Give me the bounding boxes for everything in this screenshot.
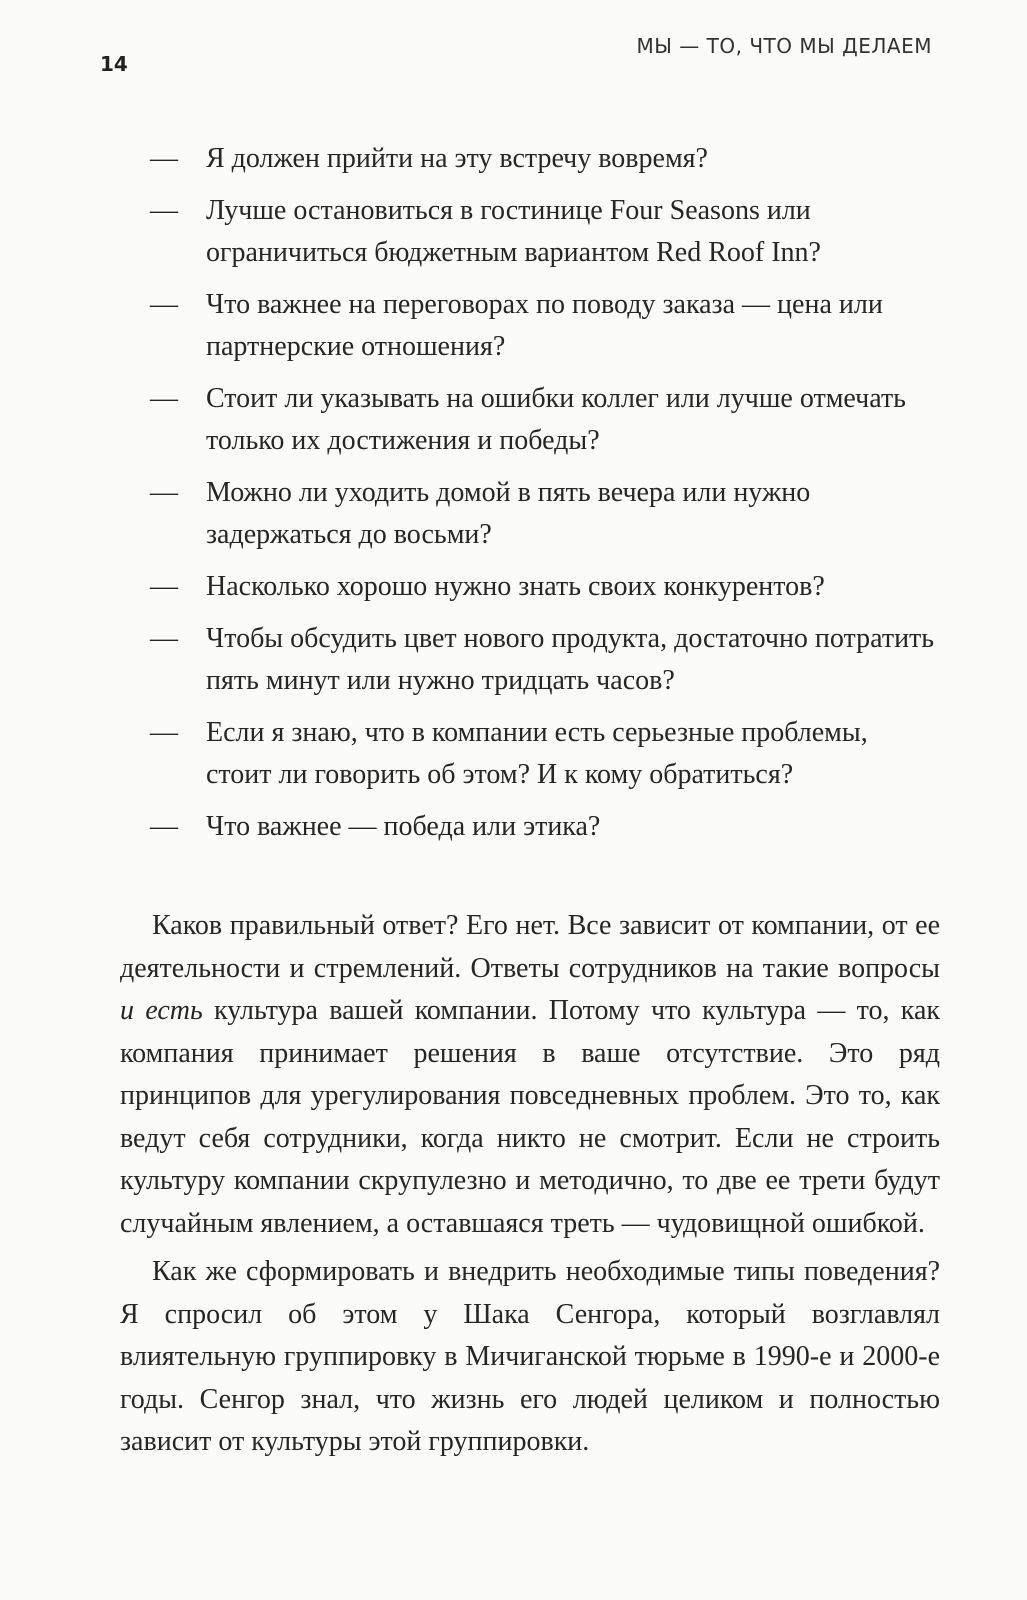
- question-item: [150, 190, 940, 274]
- dash: —: [150, 477, 178, 508]
- question-item: [150, 472, 940, 556]
- page-number: 14: [100, 52, 128, 76]
- paragraph: [120, 905, 940, 1245]
- dash: —: [150, 717, 178, 748]
- paragraph: Как же сформировать и внедрить необходимые типы поведения? Я спросил об этом у Шака Сенгора, который возглавлял влиятельную группировку в Мичиганской тюрьме в 1990-е и 2000-е годы. Сенгор знал, что жизнь его людей целиком и полностью зависит от культуры этой группировки.: [120, 1256, 940, 1457]
- question-text: Чтобы обсудить цвет нового продукта, достаточно потратить пять минут или нужно тридцать часов?: [206, 623, 935, 696]
- running-head: [100, 34, 932, 74]
- dash: —: [150, 195, 178, 226]
- dash: —: [150, 143, 178, 174]
- question-item: [150, 618, 940, 702]
- dash: —: [150, 571, 178, 602]
- question-item: [150, 566, 940, 608]
- question-text: Лучше остановиться в гостинице Four Seasons или ограничиться бюджетным вариантом Red Roof Inn?: [206, 195, 821, 268]
- dash: —: [150, 383, 178, 414]
- question-list: [150, 138, 940, 858]
- emphasis-text: и есть: [120, 995, 203, 1026]
- question-item: [150, 138, 940, 180]
- dash: —: [150, 623, 178, 654]
- question-item: [150, 806, 940, 848]
- question-text: Я должен прийти на эту встречу вовремя?: [206, 143, 708, 174]
- question-text: Что важнее на переговорах по поводу заказа — цена или партнерские отношения?: [206, 289, 883, 362]
- body-text: [120, 905, 940, 1470]
- question-text: Стоит ли указывать на ошибки коллег или лучше отмечать только их достижения и победы?: [206, 383, 906, 456]
- dash: —: [150, 811, 178, 842]
- question-text: Что важнее — победа или этика?: [206, 811, 601, 842]
- question-item: [150, 284, 940, 368]
- paragraph-text: культура вашей компании. Потому что культура — то, как компания принимает решения в ваше отсутствие. Это ряд принципов для урегулирования повседневных проблем. Это то, как ведут себя сотрудники, когда никто не смотрит. Если не строить культуру компании скрупулезно и методично, то две ее трети будут случайным явлением, а оставшаяся треть — чудовищной ошибкой.: [120, 995, 941, 1239]
- paragraph-text: Каков правильный ответ? Его нет. Все зависит от компании, от ее деятельности и стремлений. Ответы сотрудников на такие вопросы: [120, 910, 940, 984]
- question-item: [150, 378, 940, 462]
- question-text: Насколько хорошо нужно знать своих конкурентов?: [206, 571, 825, 602]
- question-item: [150, 712, 940, 796]
- running-title: МЫ — ТО, ЧТО МЫ ДЕЛАЕМ: [636, 34, 932, 58]
- question-text: Можно ли уходить домой в пять вечера или нужно задержаться до восьми?: [206, 477, 811, 550]
- dash: —: [150, 289, 178, 320]
- question-text: Если я знаю, что в компании есть серьезные проблемы, стоит ли говорить об этом? И к кому обратиться?: [206, 717, 868, 790]
